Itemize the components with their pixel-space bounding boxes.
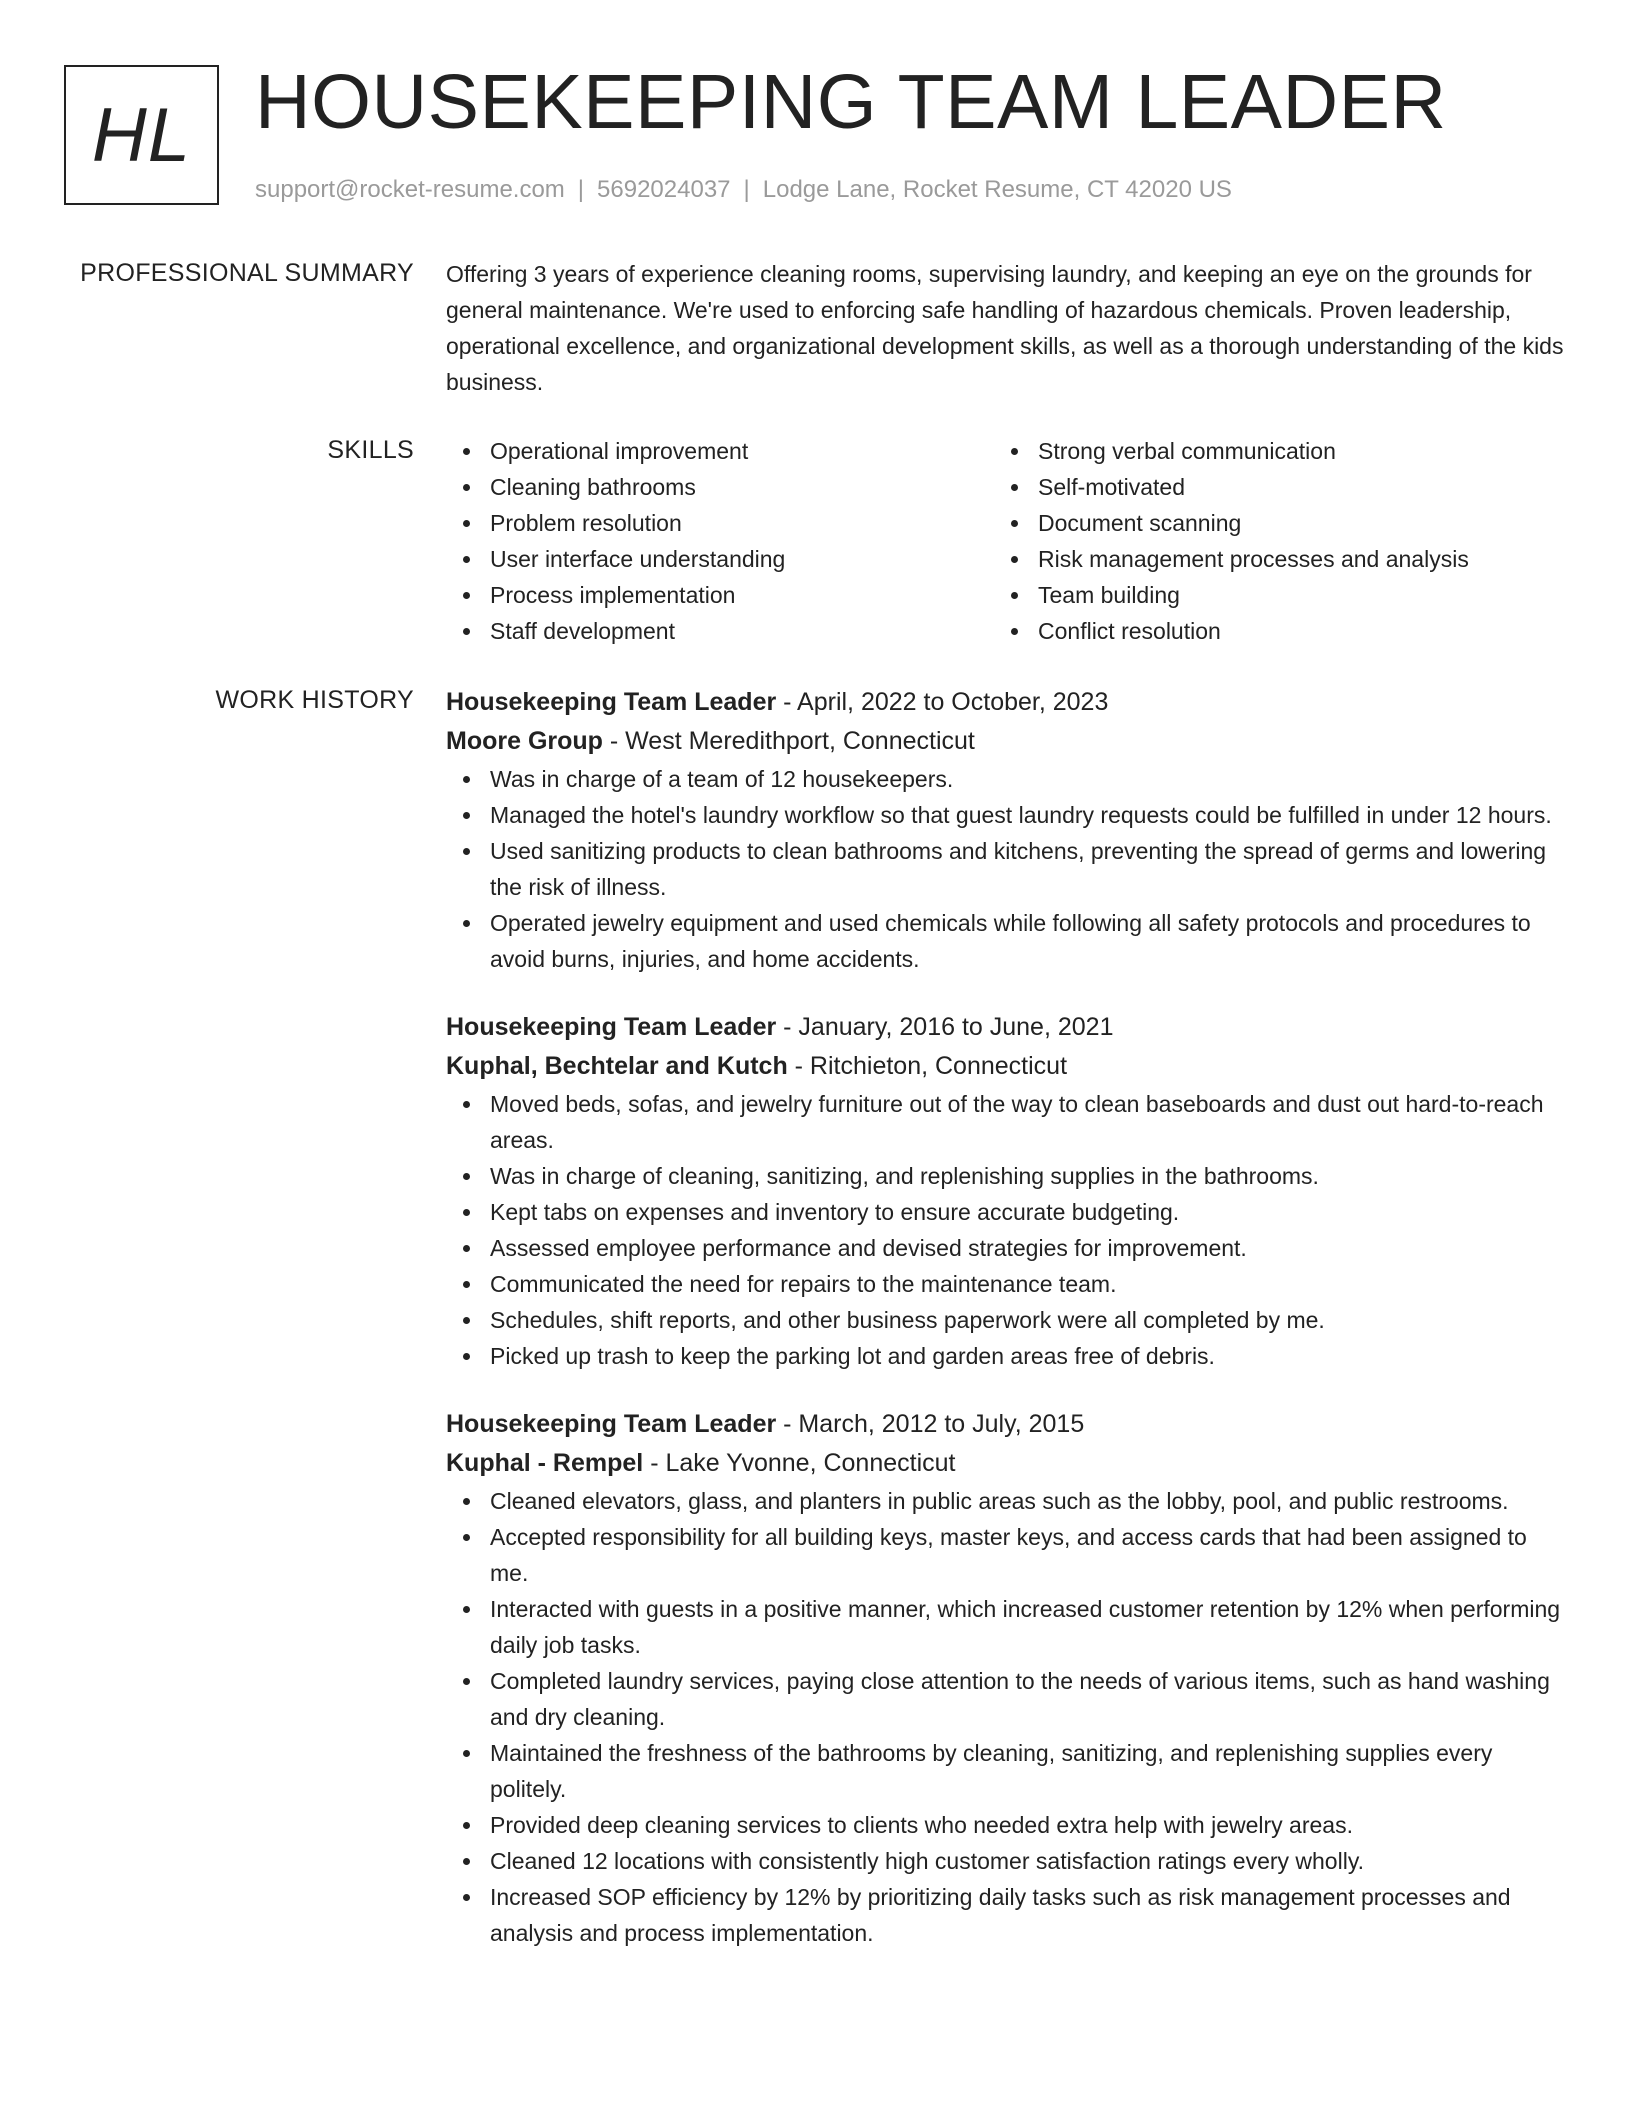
- job-company: Moore Group: [446, 727, 603, 755]
- job-bullet: Interacted with guests in a positive manner, which increased customer retention by 12% when performing daily job tasks.: [490, 1591, 1570, 1663]
- job-title: Housekeeping Team Leader: [446, 1410, 777, 1438]
- job-bullet: Completed laundry services, paying close attention to the needs of various items, such as hand washing and dry cleaning.: [490, 1663, 1570, 1735]
- work-history-body: [446, 683, 1570, 1951]
- job-dates: - April, 2022 to October, 2023: [776, 688, 1109, 716]
- job-bullet-list: [446, 1483, 1570, 1951]
- skill-item: User interface understanding: [490, 541, 994, 577]
- contact-separator: |: [577, 176, 585, 203]
- skill-item: Problem resolution: [490, 505, 994, 541]
- contact-separator: |: [743, 176, 750, 203]
- job-dates: - January, 2016 to June, 2021: [776, 1013, 1114, 1041]
- summary-text: Offering 3 years of experience cleaning rooms, supervising laundry, and keeping an eye on the grounds for general maintenance. We're used to enforcing safe handling of hazardous chemicals. Proven leadership, operational excellence, and organizational development skills, as well as a thorough understanding of the kids business.: [446, 261, 1564, 395]
- job-location: - Lake Yvonne, Connecticut: [643, 1449, 956, 1477]
- job-dates: - March, 2012 to July, 2015: [776, 1410, 1085, 1438]
- summary-body: [446, 256, 1570, 400]
- contact-phone[interactable]: 5692024037: [597, 176, 731, 203]
- skills-list-left: [446, 433, 994, 649]
- job-bullet: Accepted responsibility for all building keys, master keys, and access cards that had been assigned to me.: [490, 1519, 1570, 1591]
- job-bullet: Picked up trash to keep the parking lot and garden areas free of debris.: [490, 1338, 1570, 1374]
- job-title-line: [446, 1008, 1570, 1047]
- skill-item: Self-motivated: [1038, 469, 1542, 505]
- skill-item: Process implementation: [490, 577, 994, 613]
- job-entry: [446, 1405, 1570, 1951]
- job-bullet: Used sanitizing products to clean bathrooms and kitchens, preventing the spread of germs and lowering the risk of illness.: [490, 833, 1570, 905]
- job-bullet: Maintained the freshness of the bathrooms by cleaning, sanitizing, and replenishing supplies every politely.: [490, 1735, 1570, 1807]
- job-title: Housekeeping Team Leader: [446, 688, 777, 716]
- job-company: Kuphal - Rempel: [446, 1449, 644, 1477]
- monogram-logo: HL: [64, 65, 219, 205]
- job-bullet: Moved beds, sofas, and jewelry furniture out of the way to clean baseboards and dust out hard-to-reach areas.: [490, 1086, 1570, 1158]
- job-company-line: [446, 722, 1570, 761]
- skills-list-right: [994, 433, 1542, 649]
- job-title-line: [446, 683, 1570, 722]
- skill-item: Risk management processes and analysis: [1038, 541, 1542, 577]
- contact-line: [255, 174, 1232, 205]
- job-bullet: Provided deep cleaning services to clients who needed extra help with jewelry areas.: [490, 1807, 1570, 1843]
- skill-item: Strong verbal communication: [1038, 433, 1542, 469]
- job-bullet: Managed the hotel's laundry workflow so that guest laundry requests could be fulfilled in under 12 hours.: [490, 797, 1570, 833]
- skill-item: Document scanning: [1038, 505, 1542, 541]
- skill-item: Team building: [1038, 577, 1542, 613]
- job-location: - West Meredithport, Connecticut: [602, 727, 975, 755]
- job-bullet: Cleaned elevators, glass, and planters in public areas such as the lobby, pool, and public restrooms.: [490, 1483, 1570, 1519]
- summary-heading: PROFESSIONAL SUMMARY: [80, 259, 414, 287]
- job-bullet: Communicated the need for repairs to the maintenance team.: [490, 1266, 1570, 1302]
- skill-item: Operational improvement: [490, 433, 994, 469]
- skill-item: Conflict resolution: [1038, 613, 1542, 649]
- job-bullet: Kept tabs on expenses and inventory to ensure accurate budgeting.: [490, 1194, 1570, 1230]
- contact-email[interactable]: support@rocket-resume.com: [255, 176, 565, 203]
- job-title-line: [446, 1405, 1570, 1444]
- skill-item: Staff development: [490, 613, 994, 649]
- skills-body: [446, 433, 1570, 649]
- job-company: Kuphal, Bechtelar and Kutch: [446, 1052, 788, 1080]
- job-bullet: Increased SOP efficiency by 12% by prioritizing daily tasks such as risk management processes and analysis and process implementation.: [490, 1879, 1570, 1951]
- job-bullet-list: [446, 1086, 1570, 1374]
- job-bullet: Cleaned 12 locations with consistently high customer satisfaction ratings every wholly.: [490, 1843, 1570, 1879]
- skill-item: Cleaning bathrooms: [490, 469, 994, 505]
- job-location: - Ritchieton, Connecticut: [787, 1052, 1068, 1080]
- job-entry: [446, 683, 1570, 977]
- resume-title: HOUSEKEEPING TEAM LEADER: [255, 59, 1447, 145]
- job-bullet: Was in charge of a team of 12 housekeepers.: [490, 761, 1570, 797]
- job-bullet: Operated jewelry equipment and used chemicals while following all safety protocols and procedures to avoid burns, injuries, and home accidents.: [490, 905, 1570, 977]
- job-title: Housekeeping Team Leader: [446, 1013, 777, 1041]
- skills-heading: SKILLS: [327, 436, 414, 464]
- job-bullet: Assessed employee performance and devised strategies for improvement.: [490, 1230, 1570, 1266]
- job-bullet-list: [446, 761, 1570, 977]
- job-bullet: Schedules, shift reports, and other business paperwork were all completed by me.: [490, 1302, 1570, 1338]
- work-history-heading: WORK HISTORY: [215, 686, 414, 714]
- job-company-line: [446, 1444, 1570, 1483]
- job-entry: [446, 1008, 1570, 1374]
- job-company-line: [446, 1047, 1570, 1086]
- contact-address: Lodge Lane, Rocket Resume, CT 42020 US: [762, 176, 1232, 203]
- job-bullet: Was in charge of cleaning, sanitizing, and replenishing supplies in the bathrooms.: [490, 1158, 1570, 1194]
